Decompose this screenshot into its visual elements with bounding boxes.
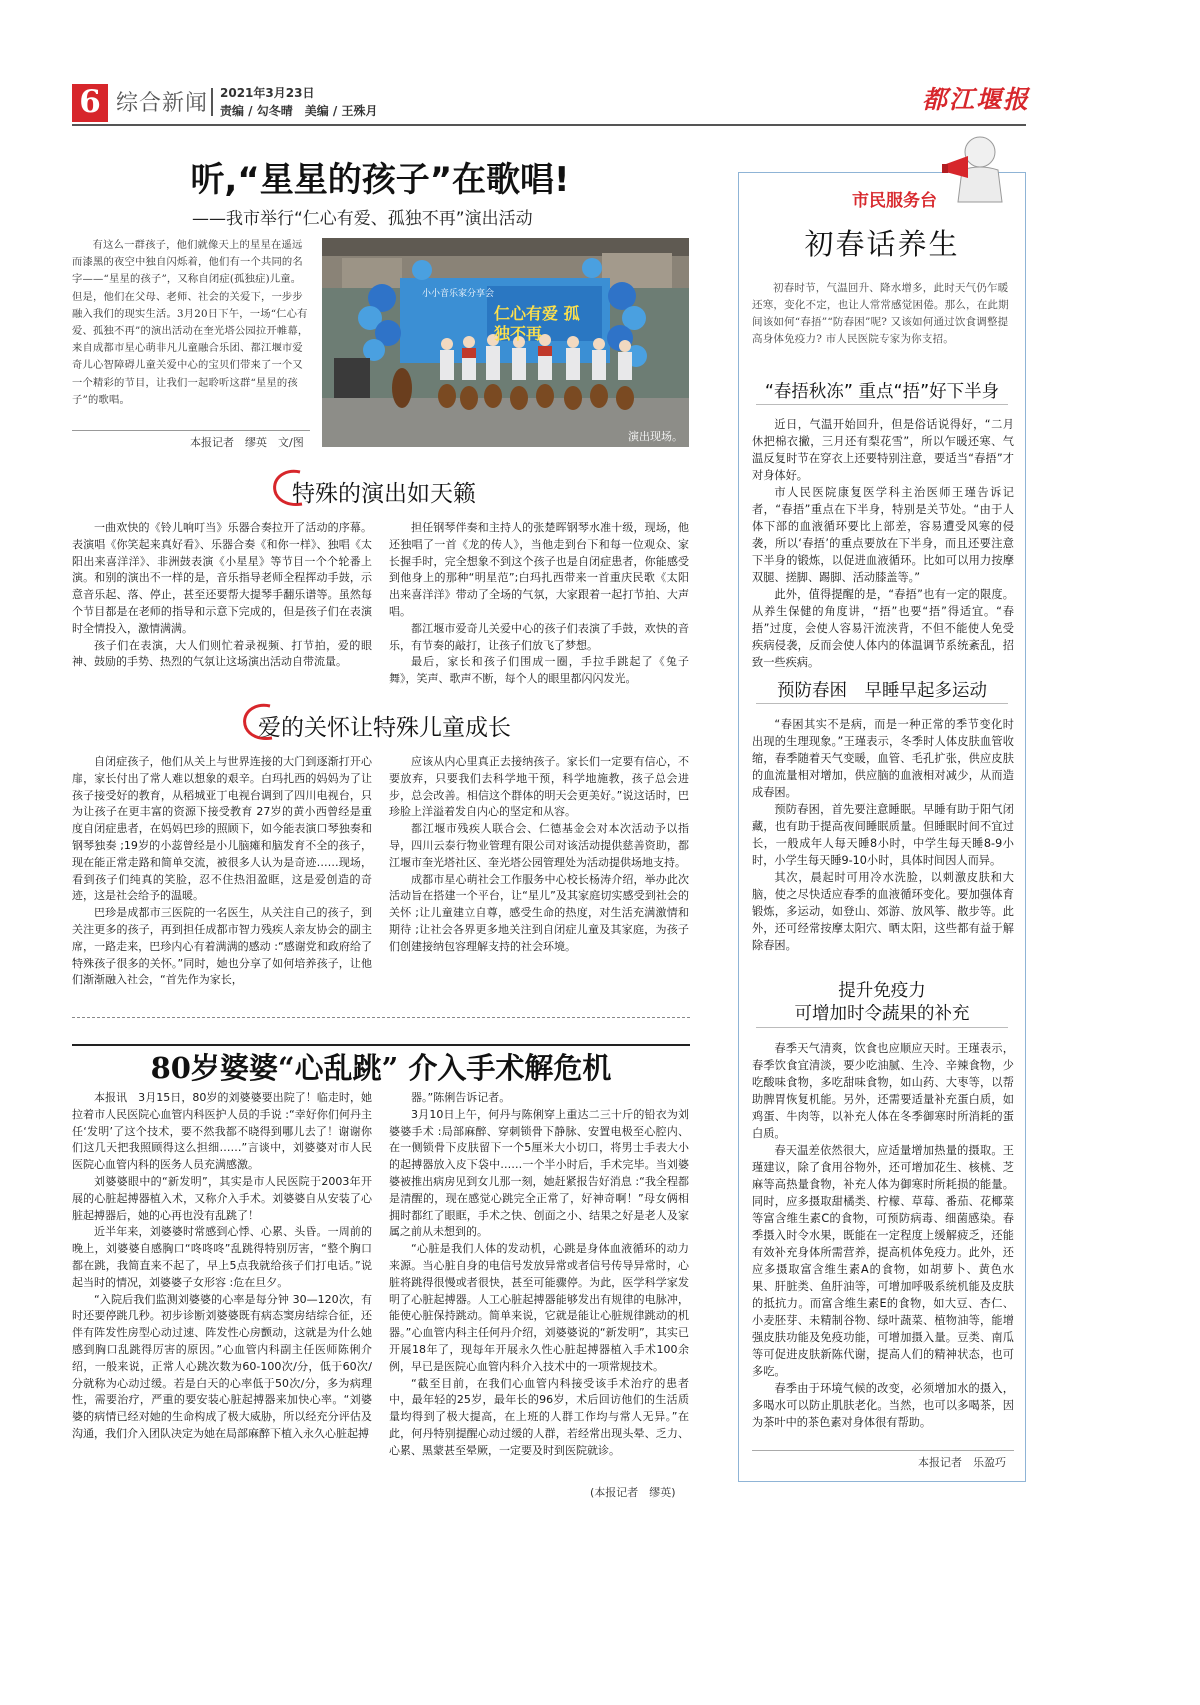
sidebar-subhead-2: 预防春困 早睡早起多运动 <box>777 681 987 701</box>
masthead-logo: 都江堰报 <box>922 85 1031 114</box>
section-heading-care: 爱的关怀让特殊儿童成长 <box>258 715 511 741</box>
section2-col1 <box>72 754 372 989</box>
article2-col2 <box>389 1090 689 1460</box>
section1-col2 <box>389 520 689 688</box>
section-heading-performance: 特殊的演出如天籁 <box>292 481 476 507</box>
paragraph: 近半年来，刘婆婆时常感到心悸、心累、头昏。一周前的晚上，刘婆婆自感胸口“咚咚咚”乱跳得特别厉害，“整个胸口都在跳，我简直来不起了，早上5点我就给孩子们打电话。”说起当时的情况，刘婆婆子女形容 :危在旦夕。 <box>72 1225 372 1289</box>
paragraph: 其次，晨起时可用冷水洗脸，以刺激皮肤和大脑，使之尽快适应春季的血液循环变化。要加强体育锻炼，多运动，如登山、郊游、放风筝、散步等。此外，还可经常按摩太阳穴、晒太阳，这些都有益于解除春困。 <box>752 871 1014 952</box>
sidebar-subhead-1: “春捂秋冻” 重点“捂”好下半身 <box>764 382 1000 402</box>
paragraph: “春困其实不是病，而是一种正常的季节变化时出现的生理现象。”王瑾表示，冬季时人体皮肤血管收缩，春季随着天气变暖，血管、毛孔扩张，供应皮肤的血流量相对增加，供应脑的血液相对减少，从而造成春困。 <box>752 718 1014 799</box>
lede-rule <box>72 430 310 431</box>
paragraph: 一曲欢快的《铃儿响叮当》乐器合奏拉开了活动的序幕。表演唱《你笑起来真好看》、乐器合奏《和你一样》、独唱《太阳出来喜洋洋》、非洲鼓表演《小星星》等节目一个个轮番上演。和别的演出不一样的是，音乐指导老师全程挥动手鼓，示意音乐起、落、停止，甚至还要帮大提琴手翻乐谱等。虽然每个节目都是在老师的指导和示意下完成的，但是孩子们在表演时全情投入，激情满满。 <box>72 521 372 635</box>
paragraph: “入院后我们监测刘婆婆的心率是每分钟 30—120次，有时还要停跳几秒。初步诊断刘婆婆既有病态窦房结综合征，还伴有阵发性房型心动过速、阵发性心房颤动，这就是为什么她感到胸口乱跳得厉害的原因。”心血管内科副主任医师陈俐介绍，一般来说，正常人心跳次数为60-100次/分，低于60次/分就称为心动过缓。若是白天的心率低于50次/分，多为病理性，需要治疗，严重的要安装心脏起搏器来加快心率。“刘婆婆的病情已经对她的生命构成了极大威胁，所以经充分评估及沟通，我们介入团队决定为她在局部麻醉下植入永久心脏起搏 <box>72 1292 372 1440</box>
article-title: 听,“星星的孩子”在歌唱! <box>190 160 570 200</box>
article2-col1 <box>72 1090 372 1443</box>
section-name: 综合新闻 <box>116 91 209 116</box>
paragraph: 担任钢琴伴奏和主持人的张楚晖钢琴水准十级，现场，他还独唱了一首《龙的传人》，当他走到台下和每一位观众、家长握手时，完全想象不到这个孩子也是自闭症患者，你能感受到他身上的那种“明星范”;白玛扎西带来一首重庆民歌《太阳出来喜洋洋》带动了全场的气氛，大家跟着一起打节拍、大声唱。 <box>389 521 689 618</box>
page-number: 6 <box>79 84 101 120</box>
stage-banner-text: 仁心有爱 孤独不再 <box>494 304 580 343</box>
paragraph: 成都市星心萌社会工作服务中心校长杨涛介绍，举办此次活动旨在搭建一个平台，让“星儿”及其家庭切实感受到社会的关怀 ;让儿童建立自尊，感受生命的热度，对生活充满激情和期待 ;让社会各界更多地关注到自闭症儿童及其家庭，为孩子们创建接纳包容理解支持的社会环境。 <box>389 872 689 953</box>
article-lede: 有这么一群孩子，他们就像天上的星星在遥远而漆黑的夜空中独自闪烁着，他们有一个共同的名字——“星星的孩子”，又称自闭症(孤独症)儿童。但是，他们在父母、老师、社会的关爱下，一步步融入我们的现实生活。3月20日下午，一场“仁心有爱、孤独不再”的演出活动在奎光塔公园拉开帷幕，来自成都市星心萌非凡儿童融合乐团、都江堰市爱奇儿心智障碍儿童关爱中心的宝贝们带来了一个又一个精彩的节目，让我们一起聆听这群“星星的孩子”的歌唱。 <box>72 239 309 406</box>
paragraph: 春季天气清爽，饮食也应顺应天时。王瑾表示，春季饮食宜清淡，要少吃油腻、生冷、辛辣食物，少吃酸味食物，多吃甜味食物，如山药、大枣等，以帮助脾胃恢复机能。另外，还需要适量补充蛋白质，如鸡蛋、牛肉等，以补充人体在冬季御寒时所消耗的蛋白质。 <box>752 1042 1014 1140</box>
stage-banner-small: 小小音乐家分享会 <box>422 289 495 299</box>
paragraph: 市人民医院康复医学科主治医师王瑾告诉记者，“春捂”重点在下半身，特别是关节处。“由于人体下部的血液循环要比上部差，容易遭受风寒的侵袭，所以‘春捂’的重点要放在下半身，而且还要注意下半身的锻炼，以促进血液循环。比如可以用力按摩双腿、搓脚、踢脚、活动膝盖等。” <box>752 486 1014 584</box>
article-divider <box>72 1017 690 1018</box>
section1-col1 <box>72 520 372 671</box>
header-divider <box>211 88 213 116</box>
article2-byline: (本报记者 缪英) <box>590 1486 676 1499</box>
sidebar-kicker: 市民服务台 <box>852 191 937 211</box>
subhead-rule <box>756 1027 1008 1028</box>
paragraph: 应该从内心里真正去接纳孩子。家长们一定要有信心，不要放弃，只要我们去科学地干预，科学地施教，孩子总会进步，总会改善。相信这个群体的明天会更美好。”说这话时，巴珍脸上洋溢着发自内心的坚定和从容。 <box>389 755 689 819</box>
event-photo <box>322 238 689 447</box>
header-rule <box>72 124 1026 126</box>
paragraph: 刘婆婆眼中的“新发明”，其实是市人民医院于2003年开展的心脏起搏器植入术，又称介入手术。刘婆婆自从安装了心脏起搏器后，她的心再也没有乱跳了！ <box>72 1174 372 1222</box>
paragraph: 预防春困，首先要注意睡眠。早睡有助于阳气闭藏，也有助于提高夜间睡眠质量。但睡眠时间不宜过长，一般成年人每天睡8小时，中学生每天睡8-9小时，小学生每天睡9-10小时，具体时间因人而异。 <box>752 803 1014 867</box>
paragraph: 巴珍是成都市三医院的一名医生，从关注自己的孩子，到关注更多的孩子，再到担任成都市智力残疾人亲友协会的副主席，一路走来，巴珍内心有着满满的感动 :“感谢党和政府给了特殊孩子很多的关怀。”同时，她也分享了如何培养孩子，让他们渐渐融入社会，“首先作为家长， <box>72 906 372 987</box>
paragraph: 本报讯 3月15日，80岁的刘婆婆要出院了！临走时，她拉着市人民医院心血管内科医护人员的手说 :“幸好你们何丹主任‘发明’了这个技术，要不然我都不晓得到哪儿去了！谢谢你们这几天把我照顾得这么担细……”言谈中，刘婆婆对市人民医院心血管内科的医务人员充满感激。 <box>72 1091 372 1172</box>
paragraph: 自闭症孩子，他们从关上与世界连接的大门到逐渐打开心扉，家长付出了常人难以想象的艰辛。白玛扎西的妈妈为了让孩子接受好的教育，从稻城亚丁电视台调到了四川电视台，只为让孩子在更丰富的资源下接受教育 27岁的黄小西曾经是重度自闭症患者，在妈妈巴珍的照顾下，如今能表演口琴独奏和钢琴独奏 ;19岁的小蕊曾经是小儿脑瘫和脑发育不全的孩子，现在能正常走路和简单交流，被很多人认为是奇迹……现场，看到孩子们纯真的笑脸，忍不住热泪盈眶，这是爱创造的奇迹，这是社会给予的温暖。 <box>72 755 372 903</box>
paragraph: 都江堰市爱奇儿关爱中心的孩子们表演了手鼓，欢快的音乐，有节奏的敲打，让孩子们放飞了梦想。 <box>389 621 689 652</box>
sidebar-byline-rule <box>752 1450 1014 1451</box>
sidebar-lede: 初春时节，气温回升、降水增多，此时天气仍乍暖还寒，变化不定，也让人常常感觉困倦。那么，在此期间该如何“春捂”“防春困”呢? 又该如何通过饮食调整提高身体免疫力? 市人民医院专家为你支招。 <box>752 282 1009 345</box>
sidebar-byline: 本报记者 乐盈巧 <box>918 1456 1006 1469</box>
sidebar-title: 初春话养生 <box>804 227 960 261</box>
article-subtitle: ——我市举行“仁心有爱、孤独不再”演出活动 <box>192 209 533 229</box>
subhead-rule <box>756 703 1008 704</box>
paragraph: “截至目前，在我们心血管内科接受该手术治疗的患者中，最年轻的25岁，最年长的96岁，术后回访他们的生活质量均得到了极大提高，在上班的人群工作均与常人无异。”在此，何丹特别提醒心动过缓的人群，若经常出现头晕、乏力、心累、黑蒙甚至晕厥，一定要及时到医院就诊。 <box>389 1376 689 1457</box>
paragraph: 此外，值得提醒的是，“春捂”也有一定的限度。从养生保健的角度讲，“捂”也要“捂”得适宜。“春捂”过度，会使人容易汗流浃背，不但不能使人免受疾病侵袭，反而会使人体内的体温调节系统紊乱，招致一些疾病。 <box>752 588 1014 669</box>
photo-caption: 演出现场。 <box>628 430 683 443</box>
megaphone-mascot-icon <box>942 130 1012 210</box>
sidebar-section-1 <box>752 416 1014 671</box>
paragraph: 近日，气温开始回升，但是俗话说得好，“二月休把棉衣撇，三月还有梨花雪”，所以乍暖还寒、气温反复时节在穿衣上还要特别注意，要适当“春捂”才对身体好。 <box>752 418 1014 482</box>
editors: 责编 / 勾冬晴 美编 / 王殊月 <box>220 104 378 118</box>
paragraph: 器。”陈俐告诉记者。 <box>411 1091 511 1104</box>
paragraph: “心脏是我们人体的发动机，心跳是身体血液循环的动力来源。当心脏自身的电信号发放异常或者信号传导异常时，心脏将跳得很慢或者很快，甚至可能骤停。为此，医学科学家发明了心脏起搏器。人工心脏起搏器能够发出有规律的电脉冲，能使心脏保持跳动。简单来说，它就是能让心脏规律跳动的机器。”心血管内科主任何丹介绍，刘婆婆说的“新发明”，其实已开展18年了，现每年开展永久性心脏起搏器植入手术100余例，早已是医院心血管内科介入技术中的一项常规技术。 <box>389 1242 689 1373</box>
sidebar-section-3 <box>752 1040 1014 1431</box>
sidebar-subhead-3a: 提升免疫力 <box>838 981 926 1001</box>
subhead-rule <box>756 404 1008 405</box>
paragraph: 都江堰市残疾人联合会、仁德基金会对本次活动予以指导，四川云泰行物业管理有限公司对该活动提供慈善资助，都江堰市奎光塔社区、奎光塔公园管理处为活动提供场地支持。 <box>389 822 689 869</box>
paragraph: 最后，家长和孩子们围成一圈，手拉手跳起了《兔子舞》，笑声、歌声不断，每个人的眼里都闪闪发光。 <box>389 655 689 686</box>
sidebar-section-2 <box>752 716 1014 954</box>
section2-col2 <box>389 754 689 956</box>
paragraph: 春天温差依然很大，应适量增加热量的摄取。王瑾建议，除了食用谷物外，还可增加花生、核桃、芝麻等高热量食物，补充人体为御寒时所耗损的能量。同时，应多摄取甜橘类、柠檬、草莓、番茄、花椰菜等富含维生素C的食物，可预防病毒、细菌感染。春季摄入时令水果，既能在一定程度上缓解疲乏，还能有效补充身体所需营养，提高机体免疫力。此外，还应多摄取富含维生素A的食物，如胡萝卜、黄色水果、肝脏类、鱼肝油等，可增加呼吸系统机能及皮肤的抵抗力。而富含维生素E的食物，如大豆、杏仁、小麦胚芽、未精制谷物、绿叶蔬菜、植物油等，能增强皮肤功能及免疫功能，可增加摄入量。豆类、南瓜等可促进皮肤新陈代谢，提高人们的精神状态，也可多吃。 <box>752 1144 1014 1378</box>
issue-date: 2021年3月23日 <box>220 86 315 100</box>
paragraph: 春季由于环境气候的改变，必须增加水的摄入，多喝水可以防止肌肤老化。当然，也可以多喝茶，因为茶叶中的茶色素对身体很有帮助。 <box>752 1382 1014 1429</box>
sidebar-subhead-3b: 可增加时令蔬果的补充 <box>794 1004 970 1024</box>
article2-title: 80岁婆婆“心乱跳” 介入手术解危机 <box>150 1051 612 1085</box>
paragraph: 3月10日上午，何丹与陈俐穿上重达二三十斤的铅衣为刘婆婆手术 :局部麻醉、穿刺锁骨下静脉、安置电极至心腔内、在一侧锁骨下皮肤留下一个5厘米大小切口，将男士手表大小的起搏器放入皮下袋中……一个半小时后，手术完毕。当刘婆婆被推出病房见到女儿那一刻，她赶紧报告好消息 :“我全程都是清醒的，现在感觉心跳完全正常了，好神奇啊！”母女俩相拥时都红了眼眶，手术之快、创面之小、结果之好是老人及家属之前从未想到的。 <box>389 1107 689 1239</box>
article-byline: 本报记者 缪英 文/图 <box>190 436 304 449</box>
paragraph: 孩子们在表演，大人们则忙着录视频、打节拍，爱的眼神、鼓励的手势、热烈的气氛让这场演出活动自带流量。 <box>72 638 372 669</box>
